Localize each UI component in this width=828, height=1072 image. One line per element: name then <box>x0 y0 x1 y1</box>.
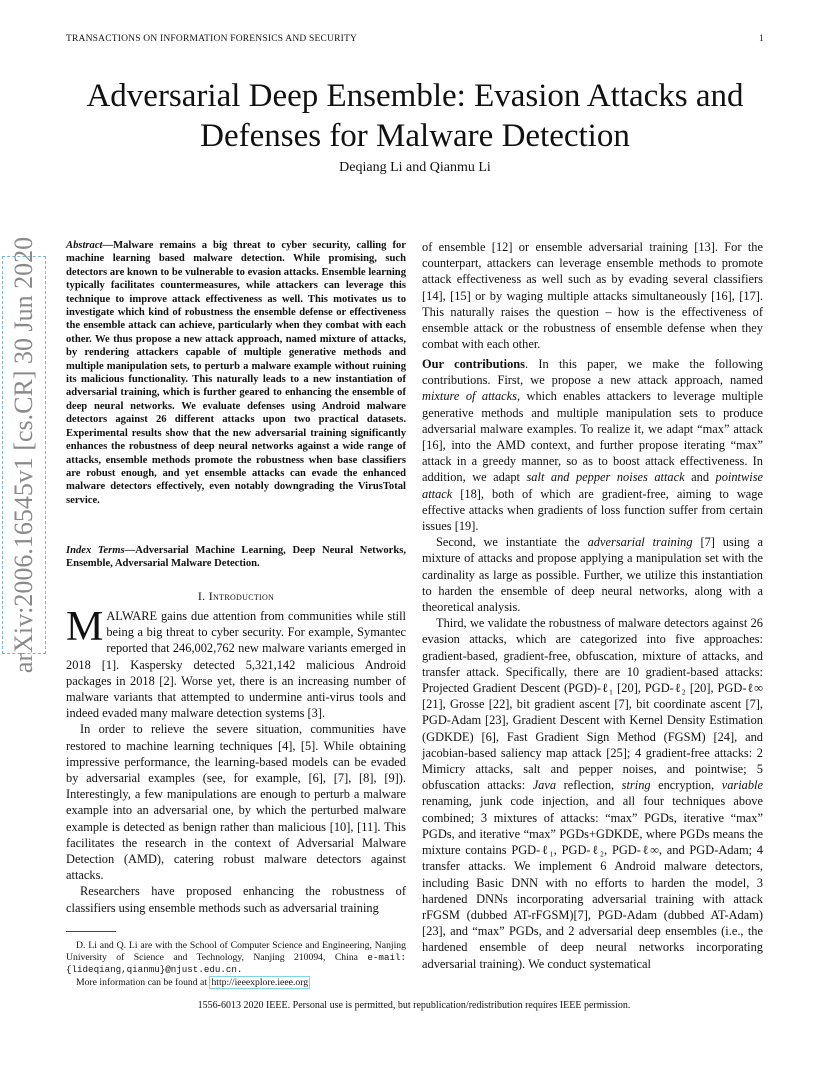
abstract <box>66 239 406 507</box>
index-terms-text: Adversarial Machine Learning, Deep Neural Networks, Ensemble, Adversarial Malware Detection. <box>66 545 406 570</box>
contrib-em-1: mixture of attacks <box>422 389 517 404</box>
section-heading-introduction <box>66 589 406 604</box>
contrib-text-d: [18], both of which are gradient-free, aiming to wage effective attacks when gradients of loss function suffer from certain issues [19]. <box>422 486 763 534</box>
contributions-label: Our contributions <box>422 357 525 371</box>
copyright-notice: 1556-6013 2020 IEEE. Personal use is permitted, but republication/redistribution requires IEEE permission. <box>197 1000 631 1011</box>
arxiv-stamp-text: arXiv:2006.16545v1 [cs.CR] 30 Jun 2020 <box>9 236 38 674</box>
p3-text-c: encryption, <box>650 778 722 793</box>
intro-p1-text: ALWARE gains due attention from communities while still being a big threat to cyber security. For example, Symantec reported that 246,002,762 new malware variants emerged in 2018 [1]. Kaspersky detected 5,321,142 malicious Android packages in 2018 [2]. Worse yet, there is an increasing number of malware variants that attempted to undermine anti-virus tools and indeed evaded many malware detection systems [3]. <box>66 609 406 721</box>
title-line-1: Adversarial Deep Ensemble: Evasion Attacks and <box>86 78 744 114</box>
running-header: TRANSACTIONS ON INFORMATION FORENSICS AND SECURITY <box>66 34 358 44</box>
index-terms <box>66 544 406 571</box>
abstract-dash: — <box>102 240 114 251</box>
third-contribution-paragraph <box>422 615 763 971</box>
p3-em-2: string <box>621 778 651 793</box>
right-column-top <box>422 239 763 352</box>
footnote-email: e-mail: {lideqiang,qianmu}@njust.edu.cn. <box>66 952 407 976</box>
intro-paragraph-3: Researchers have proposed enhancing the robustness of classifiers using ensemble methods such as adversarial training <box>66 884 406 915</box>
p2-text-a: Second, we instantiate the <box>436 535 588 550</box>
contrib-text-b: , which enables attackers to leverage multiple generative methods and multiple manipulation sets to produce adversarial malware examples. To realize it, we adapt “max” attack [16], into the AMD context, and further propose iterating “max” attack in a greedy manner, so as to boost attack effectiveness. In addition, we adapt <box>422 389 763 485</box>
p2-text-b: [7] using a mixture of attacks and propose applying a manipulation set with the cardinality as large as possible. Further, we utilize this instantiation to harden the ensemble of deep neural networks, along with a theoretical analysis. <box>422 535 763 615</box>
drop-cap: M <box>66 604 104 650</box>
contrib-text-a: . In this paper, we make the following contributions. First, we propose a new attack approach, named <box>422 357 763 388</box>
p3-em-3: variable <box>721 778 763 793</box>
title-line-2: Defenses for Malware Detection <box>200 118 630 154</box>
p2-em: adversarial training <box>587 535 693 550</box>
introduction-body <box>66 604 406 916</box>
intro-paragraph-1 <box>66 604 406 721</box>
section-title: Introduction <box>208 589 275 603</box>
abstract-label: Abstract <box>66 240 103 251</box>
second-contribution-paragraph <box>422 534 763 615</box>
page-number: 1 <box>759 34 764 44</box>
p3-em-1: Java <box>532 778 557 793</box>
abstract-text: Malware remains a big threat to cyber security, calling for machine learning based malware detection. While promising, such detectors are known to be vulnerable to evasion attacks. Ensemble learning typically facilitates countermeasures, while attackers can leverage this technique to improve attack effectiveness as well. This motivates us to investigate which kind of robustness the ensemble defense or effectiveness the ensemble attack can achieve, particularly when they combat with each other. We thus propose a new attack approach, named mixture of attacks, by rendering attackers capable of multiple generative methods and multiple manipulation sets, to perturb a malware example without ruining its malicious functionality. This naturally leads to a new instantiation of adversarial training, which is further geared to enhancing the ensemble of deep neural networks. We evaluate defenses using Android malware detectors against 26 different attacks upon two practical datasets. Experimental results show that the new adversarial training significantly enhances the robustness of deep neural networks against a wide range of attacks, ensemble methods promote the robustness when base classifiers are robust enough, and yet ensemble attacks can evade the enhanced malware detectors effectively, even notably downgrading the VirusTotal service. <box>66 240 406 506</box>
right-column-body <box>422 356 763 972</box>
contributions-paragraph <box>422 356 763 534</box>
p3-text-b: reflection, <box>556 778 622 793</box>
section-number: I. <box>197 589 209 603</box>
right-paragraph-0: of ensemble [12] or ensemble adversarial training [13]. For the counterpart, attackers can leverage ensemble methods to promote attack effectiveness as well such as by evading several classifiers [14], [15] or by waging multiple attacks simultaneously [16], [17]. This naturally raises the question – how is the effectiveness of ensemble attack or the robustness of ensemble defense when they combat with each other. <box>422 240 763 352</box>
index-terms-label: Index Terms <box>66 545 125 556</box>
paper-title <box>60 76 770 156</box>
footnote-more-info: More information can be found at <box>76 976 208 988</box>
footnote-affiliation: D. Li and Q. Li are with the School of Computer Science and Engineering, Nanjing University of Science and Technology, Nanjing 210094, China <box>66 940 406 964</box>
arxiv-stamp[interactable] <box>2 236 46 674</box>
contrib-em-3: pointwise attack <box>422 470 764 501</box>
p3-text-a: Third, we validate the robustness of malware detectors against 26 evasion attacks, which are categorized into five approaches: gradient-based, gradient-free, obfuscation, mixture of attacks, and transfer attack. Specifically, there are 10 gradient-based attacks: Projected Gradient Descent (PGD)-ℓ₁ [20], PGD-ℓ₂ [20], PGD-ℓ∞ [21], Grosse [22], bit gradient ascent [7], bit coordinate ascent [7], PGD-Adam [23], Gradient Descent with Kernel Density Estimation (GDKDE) [6], Fast Gradient Sign Method (FGSM) [24], and jacobian-based saliency map attack [25]; 4 gradient-free attacks: 2 Mimicry attacks, salt and pepper noises, and pointwise; 5 obfuscation attacks: <box>422 616 763 793</box>
index-terms-dash: — <box>124 545 136 556</box>
contrib-text-c: and <box>684 470 716 485</box>
footnote-rule <box>66 931 116 932</box>
footnote <box>66 940 406 989</box>
contrib-em-2: salt and pepper noises attack <box>526 470 685 485</box>
footnote-url-link[interactable]: http://ieeexplore.ieee.org <box>211 976 309 988</box>
p3-text-d: renaming, junk code injection, and all four techniques above combined; 3 mixtures of attacks: “max” PGDs, iterative “max” PGDs, and iterative “max” PGDs+GDKDE, where PGDs means the mixture contains PGD-ℓ₁, PGD-ℓ₂, PGD-ℓ∞, and PGD-Adam; 4 transfer attacks. We implement 6 Android malware detectors, including Basic DNN with no efforts to harden the model, 3 hardened DNNs incorporating adversarial training with attack rFGSM (dubbed AT-rFGSM)[7], PGD-Adam (dubbed AT-Adam) [23], and “max” PGDs, and 2 adversarial deep ensembles (i.e., the hardened ensemble of deep neural networks incorporating adversarial training). We conduct systematical <box>422 794 763 971</box>
author-list: Deqiang Li and Qianmu Li <box>339 160 491 175</box>
intro-paragraph-2: In order to relieve the severe situation, communities have restored to machine learning techniques [4], [5]. While obtaining impressive performance, the learning-based models can be evaded by adversarial examples (see, for example, [6], [7], [8], [9]). Interestingly, a few manipulations are enough to perturb a malware example into an adversarial one, by which the perturbed malware example is detected as benign rather than malicious [10], [11]. This facilitates the research in the context of Adversarial Malware Detection (AMD), catering robust malware detectors against attacks. <box>66 722 406 883</box>
